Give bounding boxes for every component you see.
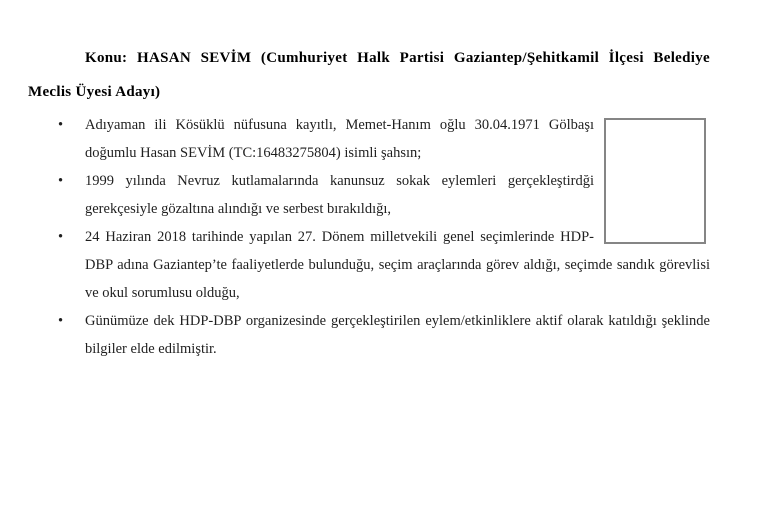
- list-item-current-activities: • Günümüze dek HDP-DBP organizesinde gerçekleştirilen eylem/etkinliklere aktif olarak katıldığı şeklinde bilgiler elde edilmiştir.: [28, 307, 710, 363]
- list-item-1999-events: • 1999 yılında Nevruz kutlamalarında kanunsuz sokak eylemleri gerçekleştirdği gerekçesiyle gözaltına alındığı ve serbest bırakıldığı,: [28, 167, 710, 223]
- list-item-2018-elections: • 24 Haziran 2018 tarihinde yapılan 27. Dönem milletvekili genel seçimlerinde HDP-DBP adına Gaziantep’te faaliyetlerde bulunduğu, seçim araçlarında görev aldığı, seçimde sandık görevlisi ve okul sorumlusu olduğu,: [28, 223, 710, 307]
- bullet-list: [28, 111, 710, 363]
- list-item-identity: • Adıyaman ili Kösüklü nüfusuna kayıtlı, Memet-Hanım oğlu 30.04.1971 Gölbaşı doğumlu Hasan SEVİM (TC:16483275804) isimli şahsın;: [28, 111, 710, 167]
- subject-heading: Konu: HASAN SEVİM (Cumhuriyet Halk Partisi Gaziantep/Şehitkamil İlçesi Belediye Meclis Üyesi Adayı): [28, 50, 710, 100]
